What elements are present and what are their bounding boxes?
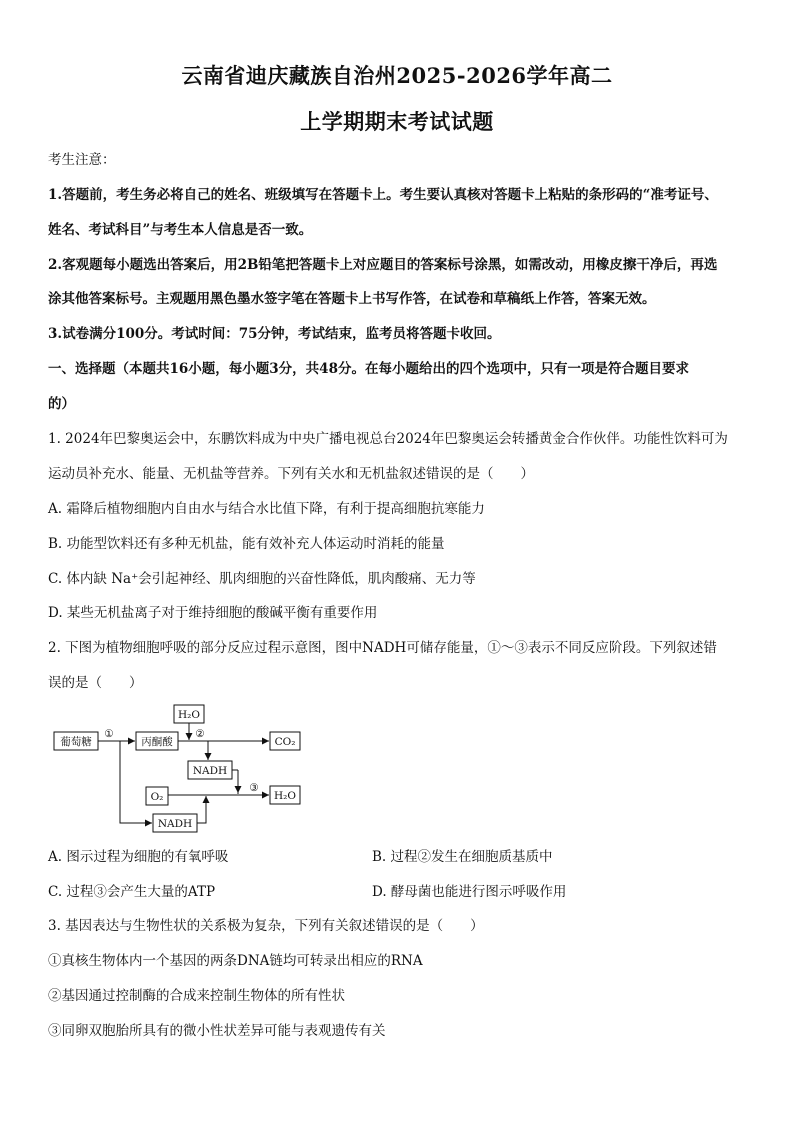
q2-option-c: C. 过程③会产生大量的ATP: [48, 884, 216, 900]
section-1-heading-line-1: 一、选择题（本题共16小题，每小题3分，共48分。在每小题给出的四个选项中，只有一项是符合题目要求: [48, 361, 689, 377]
notice-heading: 考生注意：: [48, 152, 116, 168]
notice-item-1-line-1: 1.答题前，考生务必将自己的姓名、班级填写在答题卡上。考生要认真核对答题卡上粘贴的条形码的“准考证号、: [48, 187, 718, 203]
q1-option-c: C. 体内缺 Na⁺会引起神经、肌肉细胞的兴奋性降低，肌肉酸痛、无力等: [48, 571, 476, 587]
pyruvate-label: 丙酮酸: [141, 736, 173, 748]
water-output-label: H₂O: [274, 790, 296, 802]
step-1-label: ①: [104, 728, 114, 740]
step-2-label: ②: [195, 728, 205, 740]
q3-statement-1: ①真核生物体内一个基因的两条DNA链均可转录出相应的RNA: [48, 953, 423, 969]
notice-item-1-line-2: 姓名、考试科目”与考生本人信息是否一致。: [48, 222, 313, 238]
q1-stem-line-2: 运动员补充水、能量、无机盐等营养。下列有关水和无机盐叙述错误的是（ ）: [48, 466, 534, 482]
q1-stem-line-1: 1. 2024年巴黎奥运会中，东鹏饮料成为中央广播电视总台2024年巴黎奥运会转播黄金合作伙伴。功能性饮料可为: [48, 431, 728, 447]
q2-option-a: A. 图示过程为细胞的有氧呼吸: [48, 849, 229, 865]
section-1-heading-line-2: 的）: [48, 396, 75, 412]
q1-option-b: B. 功能型饮料还有多种无机盐，能有效补充人体运动时消耗的能量: [48, 536, 445, 552]
q2-option-b: B. 过程②发生在细胞质基质中: [372, 849, 553, 865]
arrow-step1-to-nadh: [120, 741, 152, 823]
q3-statement-3: ③同卵双胞胎所具有的微小性状差异可能与表观遗传有关: [48, 1023, 386, 1039]
q1-option-d: D. 某些无机盐离子对于维持细胞的酸碱平衡有重要作用: [48, 605, 378, 621]
nadh-upper-label: NADH: [192, 765, 228, 777]
q2-stem-line-2: 误的是（ ）: [48, 675, 143, 691]
q2-option-d: D. 酵母菌也能进行图示呼吸作用: [372, 884, 567, 900]
water-input-label: H₂O: [178, 709, 200, 721]
q1-option-a: A. 霜降后植物细胞内自由水与结合水比值下降，有利于提高细胞抗寒能力: [48, 501, 485, 517]
notice-item-2-line-1: 2.客观题每小题选出答案后，用2B铅笔把答题卡上对应题目的答案标号涂黑，如需改动，用橡皮擦干净后，再选: [48, 257, 718, 273]
notice-item-2-line-2: 涂其他答案标号。主观题用黑色墨水签字笔在答题卡上书写作答，在试卷和草稿纸上作答，答案无效。: [48, 291, 656, 307]
step-3-label: ③: [249, 782, 259, 794]
arrow-nadh-lower-up: [197, 796, 206, 823]
exam-title-line1: 云南省迪庆藏族自治州2025-2026学年高二: [181, 63, 613, 88]
nadh-lower-label: NADH: [157, 818, 193, 830]
co2-label: CO₂: [274, 736, 296, 748]
exam-title-line2: 上学期期末考试试题: [300, 109, 494, 134]
o2-label: O₂: [150, 791, 164, 803]
respiration-diagram: [48, 700, 318, 840]
q3-stem: 3. 基因表达与生物性状的关系极为复杂，下列有关叙述错误的是（ ）: [48, 918, 484, 934]
q2-stem-line-1: 2. 下图为植物细胞呼吸的部分反应过程示意图，图中NADH可储存能量，①～③表示不同反应阶段。下列叙述错: [48, 640, 717, 656]
q3-statement-2: ②基因通过控制酶的合成来控制生物体的所有性状: [48, 988, 345, 1004]
glucose-label: 葡萄糖: [60, 736, 92, 748]
notice-item-3: 3.试卷满分100分。考试时间：75分钟，考试结束，监考员将答题卡收回。: [48, 326, 501, 342]
